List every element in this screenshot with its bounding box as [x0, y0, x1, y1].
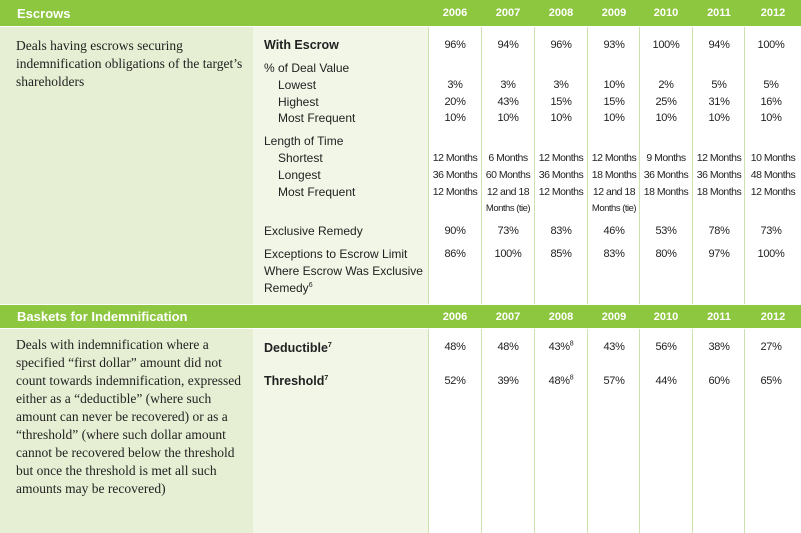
year-header: 2008 [548, 7, 574, 19]
year-header: 2010 [653, 310, 679, 323]
year-header: 2012 [760, 310, 786, 323]
threshold-label-text: Threshold [264, 374, 325, 388]
with-escrow-2011: 94% [708, 39, 730, 51]
exceptions-2012: 100% [757, 248, 785, 260]
baskets-label-column [253, 329, 428, 533]
column-divider [692, 27, 693, 304]
highest-2012: 16% [760, 96, 782, 108]
threshold-2011: 60% [708, 375, 730, 387]
footnote-6: 6 [308, 282, 313, 289]
with-escrow-2006: 96% [444, 39, 466, 51]
column-divider [639, 329, 640, 533]
exclusive-remedy-2006: 90% [444, 225, 466, 237]
most-frequent-time-2007-line2: Months (tie) [485, 203, 531, 214]
year-header: 2009 [601, 310, 627, 323]
shortest-2008: 12 Months [538, 152, 584, 164]
footnote-8: 8 [569, 374, 574, 382]
column-divider [534, 329, 535, 533]
exclusive-remedy-2008: 83% [550, 225, 572, 237]
threshold-2008-value: 48% [548, 375, 570, 387]
most-frequent-pct-2008: 10% [550, 112, 572, 124]
exceptions-label-line2: Where Escrow Was Exclusive [264, 264, 423, 278]
most-frequent-time-2011: 18 Months [696, 186, 742, 198]
deductible-2010: 56% [655, 341, 677, 353]
column-divider [428, 329, 429, 533]
lowest-2012: 5% [763, 79, 779, 91]
deductible-label-text: Deductible [264, 341, 328, 355]
baskets-title: Baskets for Indemnification [17, 309, 188, 324]
column-divider [692, 329, 693, 533]
most-frequent-pct-2010: 10% [655, 112, 677, 124]
longest-2011: 36 Months [696, 169, 742, 181]
threshold-2009: 57% [603, 375, 625, 387]
most-frequent-time-2009: 12 and 18 [592, 186, 636, 198]
baskets-description-text: Deals with indemnification where a specified “first dollar” amount did not count towards indemnification, expressed either as a “deductible” (where such amount can never be recovered) or as a “threshold” (where such dollar amount cannot be recovered below the threshold but once the threshold is met all such amounts may be recovered) [16, 337, 241, 496]
longest-2010: 36 Months [643, 169, 689, 181]
longest-2008: 36 Months [538, 169, 584, 181]
deductible-2011: 38% [708, 341, 730, 353]
column-divider [534, 27, 535, 304]
exceptions-2007: 100% [494, 248, 522, 260]
shortest-2009: 12 Months [591, 152, 637, 164]
lowest-2008: 3% [553, 79, 569, 91]
most-frequent-pct-2011: 10% [708, 112, 730, 124]
deductible-2012: 27% [760, 341, 782, 353]
most-frequent-pct-2009: 10% [603, 112, 625, 124]
shortest-2012: 10 Months [750, 152, 796, 164]
year-header: 2007 [495, 310, 521, 323]
deductible-2008 [535, 340, 587, 354]
footnote-7: 7 [324, 374, 329, 382]
escrows-header-bar [0, 0, 801, 26]
longest-2009: 18 Months [591, 169, 637, 181]
year-header: 2011 [707, 7, 731, 19]
footnote-7: 7 [327, 341, 332, 349]
column-divider [744, 27, 745, 304]
year-header: 2010 [653, 7, 679, 19]
deductible-label [264, 341, 332, 355]
deductible-2006: 48% [444, 341, 466, 353]
exceptions-2010: 80% [655, 248, 677, 260]
exceptions-2006: 86% [444, 248, 466, 260]
threshold-2012: 65% [760, 375, 782, 387]
pct-deal-value-label: % of Deal Value [264, 61, 350, 75]
column-divider [481, 329, 482, 533]
threshold-2007: 39% [497, 375, 519, 387]
deductible-2008-value: 43% [548, 341, 570, 353]
deductible-2007: 48% [497, 341, 519, 353]
threshold-label [264, 374, 328, 388]
shortest-2010: 9 Months [646, 152, 686, 164]
highest-2011: 31% [708, 96, 730, 108]
footnote-8: 8 [569, 340, 574, 348]
most-frequent-time-2009-line2: Months (tie) [591, 203, 637, 214]
longest-label: Longest [278, 168, 321, 182]
threshold-2008 [535, 374, 587, 388]
length-of-time-label: Length of Time [264, 134, 344, 148]
year-header: 2009 [601, 7, 627, 19]
escrows-description-text: Deals having escrows securing indemnification obligations of the target’s shareholders [16, 38, 243, 89]
lowest-2010: 2% [658, 79, 674, 91]
lowest-2006: 3% [447, 79, 463, 91]
column-divider [744, 329, 745, 533]
highest-label: Highest [278, 95, 319, 109]
year-header: 2007 [495, 7, 521, 19]
escrows-description [0, 27, 253, 304]
year-header: 2011 [707, 310, 731, 323]
baskets-header-bar [0, 305, 801, 328]
lowest-2011: 5% [711, 79, 727, 91]
exceptions-label-line3-text: Remedy [264, 281, 309, 295]
lowest-2007: 3% [500, 79, 516, 91]
with-escrow-2010: 100% [652, 39, 680, 51]
column-divider [428, 27, 429, 304]
longest-2006: 36 Months [432, 169, 478, 181]
exceptions-2008: 85% [550, 248, 572, 260]
shortest-2011: 12 Months [696, 152, 742, 164]
shortest-2006: 12 Months [432, 152, 478, 164]
most-frequent-pct-label: Most Frequent [278, 111, 356, 125]
exceptions-label-line3 [264, 281, 313, 295]
threshold-2010: 44% [655, 375, 677, 387]
exclusive-remedy-2011: 78% [708, 225, 730, 237]
exclusive-remedy-2009: 46% [603, 225, 625, 237]
most-frequent-time-label: Most Frequent [278, 185, 356, 199]
exceptions-2011: 97% [708, 248, 730, 260]
most-frequent-time-2007: 12 and 18 [486, 186, 530, 198]
with-escrow-label: With Escrow [264, 38, 339, 52]
most-frequent-time-2008: 12 Months [538, 186, 584, 198]
most-frequent-time-2012: 12 Months [750, 186, 796, 198]
shortest-2007: 6 Months [488, 152, 528, 164]
exceptions-2009: 83% [603, 248, 625, 260]
exclusive-remedy-label: Exclusive Remedy [264, 224, 363, 238]
column-divider [587, 27, 588, 304]
lowest-2009: 10% [603, 79, 625, 91]
column-divider [639, 27, 640, 304]
year-header: 2012 [760, 7, 786, 19]
highest-2006: 20% [444, 96, 466, 108]
highest-2010: 25% [655, 96, 677, 108]
exclusive-remedy-2007: 73% [497, 225, 519, 237]
most-frequent-pct-2006: 10% [444, 112, 466, 124]
year-header: 2006 [442, 7, 468, 19]
most-frequent-pct-2007: 10% [497, 112, 519, 124]
highest-2009: 15% [603, 96, 625, 108]
with-escrow-2009: 93% [603, 39, 625, 51]
with-escrow-2007: 94% [497, 39, 519, 51]
column-divider [587, 329, 588, 533]
shortest-label: Shortest [278, 151, 323, 165]
longest-2007: 60 Months [485, 169, 531, 181]
threshold-2006: 52% [444, 375, 466, 387]
longest-2012: 48 Months [750, 169, 796, 181]
exclusive-remedy-2012: 73% [760, 225, 782, 237]
most-frequent-pct-2012: 10% [760, 112, 782, 124]
column-divider [481, 27, 482, 304]
escrows-title: Escrows [17, 5, 71, 21]
most-frequent-time-2006: 12 Months [432, 186, 478, 198]
lowest-label: Lowest [278, 78, 317, 92]
deductible-2009: 43% [603, 341, 625, 353]
with-escrow-2012: 100% [757, 39, 785, 51]
with-escrow-2008: 96% [550, 39, 572, 51]
year-header: 2006 [442, 310, 468, 323]
exclusive-remedy-2010: 53% [655, 225, 677, 237]
year-header: 2008 [548, 310, 574, 323]
baskets-description [0, 329, 253, 533]
highest-2008: 15% [550, 96, 572, 108]
highest-2007: 43% [497, 96, 519, 108]
most-frequent-time-2010: 18 Months [643, 186, 689, 198]
exceptions-label-line1: Exceptions to Escrow Limit [264, 247, 408, 261]
